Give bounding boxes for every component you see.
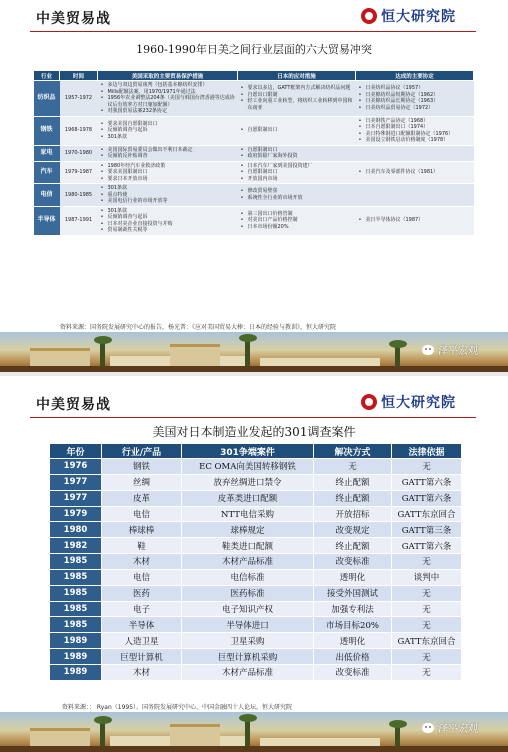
- list-item: • 1956年农业调整法204条（美国与韩国台湾香港等达成协议后有效率方对日施加配额）: [100, 95, 236, 108]
- legal-basis-cell: 无: [392, 585, 462, 601]
- table-row: [50, 506, 462, 522]
- list-item: • 自愿限制出口: [240, 147, 354, 154]
- product-cell: 棒球棒: [102, 522, 182, 538]
- footer-banner-image: [0, 712, 508, 752]
- list-item: • 301条款: [100, 208, 236, 215]
- legal-basis-cell: 无: [392, 459, 462, 475]
- bullet-list: [100, 163, 236, 183]
- list-item: • 日美汽车及零部件协议（1981）: [358, 169, 472, 176]
- us-measures-cell: [98, 161, 238, 184]
- resolution-cell: 透明化: [314, 569, 392, 585]
- list-item: • Mills配额法案，用1970/1971年通过法: [100, 89, 236, 96]
- legal-basis-cell: 谈判中: [392, 569, 462, 585]
- slide-title: 1960-1990年日美之间行业层面的六大贸易冲突: [136, 43, 372, 56]
- list-item: • 对我国贸易法案232条协定: [100, 108, 236, 115]
- resolution-cell: 改变标准: [314, 554, 392, 570]
- product-cell: 木材: [102, 664, 182, 680]
- evergrande-logo-icon: [361, 394, 377, 410]
- table-row: [34, 81, 474, 117]
- bullet-list: [100, 185, 236, 205]
- period-cell: 1970-1980: [60, 145, 98, 161]
- list-item: • 要求日本开放市场: [100, 176, 236, 183]
- legal-basis-cell: GATT第三条: [392, 522, 462, 538]
- list-item: • 美日特殊钢进口配额限制协定（1976）: [358, 131, 472, 138]
- period-cell: 1979-1987: [60, 161, 98, 184]
- case-cell: 半导体进口: [182, 617, 314, 633]
- list-item: • 反倾销调查与起诉: [100, 127, 236, 134]
- bullet-list: [240, 85, 354, 111]
- brand-logo: [361, 392, 456, 412]
- case-cell: 电子知识产权: [182, 601, 314, 617]
- resolution-cell: 改变规定: [314, 522, 392, 538]
- legal-basis-cell: 无: [392, 617, 462, 633]
- bullet-list: [358, 217, 472, 224]
- table-row: [50, 585, 462, 601]
- legal-basis-cell: 无: [392, 601, 462, 617]
- industry-cell: 电信: [34, 184, 60, 207]
- column-header: 行业: [34, 71, 60, 81]
- list-item: • 多边与双边贸易谈判（包括基本棉纺织安排）: [100, 82, 236, 89]
- us-measures-cell: [98, 116, 238, 145]
- year-cell: 1989: [50, 649, 102, 665]
- list-item: • 自愿限制出口: [240, 127, 354, 134]
- column-header: 年份: [50, 444, 102, 459]
- list-item: • 美国国际贸易委员会做出不利日本裁定: [100, 147, 236, 154]
- table-row: [34, 184, 474, 207]
- us-measures-cell: [98, 184, 238, 207]
- agr-measures-cell: [356, 145, 474, 161]
- product-cell: 半导体: [102, 617, 182, 633]
- logo-text: 恒大研究院: [381, 9, 456, 25]
- wechat-icon: [422, 723, 434, 733]
- table-header-row: [50, 444, 462, 459]
- agr-measures-cell: [356, 81, 474, 117]
- bullet-list: [358, 118, 472, 144]
- column-header: 美国采取的主要贸易保护措施: [98, 71, 238, 81]
- table-header-row: [34, 71, 474, 81]
- period-cell: 1980-1985: [60, 184, 98, 207]
- table-row: [50, 601, 462, 617]
- product-cell: 巨型计算机: [102, 649, 182, 665]
- list-item: • 要求以多边，GATT框架内方式解决纺织品问题: [240, 85, 354, 92]
- jp-measures-cell: [238, 81, 356, 117]
- slide-header: [0, 386, 508, 418]
- product-cell: 鞋: [102, 538, 182, 554]
- jp-measures-cell: [238, 206, 356, 235]
- agr-measures-cell: [356, 206, 474, 235]
- case-cell: 木材产品标准: [182, 664, 314, 680]
- list-item: • 政府鼓励厂家海外投资: [240, 153, 354, 160]
- agr-measures-cell: [356, 161, 474, 184]
- agr-measures-cell: [356, 184, 474, 207]
- jp-measures-cell: [238, 145, 356, 161]
- legal-basis-cell: GATT第六条: [392, 490, 462, 506]
- brand-logo: [361, 6, 456, 26]
- table-row: [50, 664, 462, 680]
- list-item: • 对美出口产品价格控制: [240, 217, 354, 224]
- bullet-list: [358, 85, 472, 111]
- list-item: • 301条款: [100, 185, 236, 192]
- list-item: • 美日半导体协议（1987）: [358, 217, 472, 224]
- bullet-list: [100, 208, 236, 234]
- bullet-list: [358, 169, 472, 176]
- product-cell: 木材: [102, 554, 182, 570]
- section301-table: [49, 443, 462, 681]
- case-cell: 球棒规定: [182, 522, 314, 538]
- table-row: [50, 554, 462, 570]
- slide-trade-conflicts: [0, 0, 508, 372]
- list-item: • 日美棉纺织品短期协定（1962）: [358, 92, 472, 99]
- case-cell: 巨型计算机采购: [182, 649, 314, 665]
- table-row: [50, 569, 462, 585]
- list-item: • 日美钢铁产品协定（1968）: [358, 118, 472, 125]
- resolution-cell: 终止配额: [314, 474, 392, 490]
- table-row: [34, 145, 474, 161]
- resolution-cell: 终止配额: [314, 538, 392, 554]
- table-row: [50, 649, 462, 665]
- bullet-list: [100, 121, 236, 141]
- list-item: • 修改贸易壁垒: [240, 188, 354, 195]
- list-item: • 301条款: [100, 134, 236, 141]
- watermark: 泽平宏观: [422, 342, 478, 357]
- list-item: • 美国设立钢铁启动价格制度（1978）: [358, 137, 472, 144]
- year-cell: 1980: [50, 522, 102, 538]
- product-cell: 丝绸: [102, 474, 182, 490]
- period-cell: 1968-1978: [60, 116, 98, 145]
- legal-basis-cell: GATT第六条: [392, 474, 462, 490]
- column-header: 解决方式: [314, 444, 392, 459]
- legal-basis-cell: GATT东京回合: [392, 633, 462, 649]
- section-title: 中美贸易战: [36, 397, 111, 413]
- list-item: • 自愿限制出口: [240, 169, 354, 176]
- case-cell: 放弃丝绸进口禁令: [182, 474, 314, 490]
- product-cell: 电子: [102, 601, 182, 617]
- list-item: • 1980年经汽车业救济政策: [100, 163, 236, 170]
- table-row: [50, 474, 462, 490]
- case-cell: NTT电信采购: [182, 506, 314, 522]
- period-cell: 1957-1972: [60, 81, 98, 117]
- legal-basis-cell: GATT东京回合: [392, 506, 462, 522]
- bullet-list: [240, 211, 354, 231]
- year-cell: 1977: [50, 474, 102, 490]
- us-measures-cell: [98, 81, 238, 117]
- slide-header: [0, 0, 508, 32]
- industry-cell: 家电: [34, 145, 60, 161]
- year-cell: 1977: [50, 490, 102, 506]
- list-item: • 第三国出口价格管制: [240, 211, 354, 218]
- header-divider: [30, 417, 476, 418]
- list-item: • 贸易制裁性关税等: [100, 227, 236, 234]
- industry-cell: 钢铁: [34, 116, 60, 145]
- table-row: [50, 633, 462, 649]
- resolution-cell: 无: [314, 459, 392, 475]
- year-cell: 1976: [50, 459, 102, 475]
- list-item: • 美国电信行业的市场开放等: [100, 198, 236, 205]
- year-cell: 1985: [50, 617, 102, 633]
- case-cell: 卫星采购: [182, 633, 314, 649]
- source-note: 资料来源：： Ryan（1995）、国务院发展研究中心、中国金融四十人论坛，恒大研究院: [62, 704, 293, 711]
- legal-basis-cell: 无: [392, 554, 462, 570]
- table-row: [34, 206, 474, 235]
- year-cell: 1985: [50, 569, 102, 585]
- column-header: 日本的应对措施: [238, 71, 356, 81]
- resolution-cell: 开放招标: [314, 506, 392, 522]
- period-cell: 1987-1991: [60, 206, 98, 235]
- list-item: • 重点特使: [100, 192, 236, 199]
- list-item: • 日本汽车厂家到美国投资建厂: [240, 163, 354, 170]
- list-item: • 要求美国限制出口: [100, 169, 236, 176]
- slide-title: 美国对日本制造业发起的301调查案件: [152, 425, 356, 439]
- source-note: 资料来源：国务院发展研究中心的报告，杨光普：《应对美国贸易大棒：日本的经验与教训》，恒大研究院: [60, 324, 337, 331]
- list-item: • 要求美国自愿限制出口: [100, 121, 236, 128]
- case-cell: 鞋类进口配额: [182, 538, 314, 554]
- resolution-cell: 改变标准: [314, 664, 392, 680]
- bullet-list: [240, 163, 354, 183]
- resolution-cell: 出低价格: [314, 649, 392, 665]
- resolution-cell: 接受外国测试: [314, 585, 392, 601]
- product-cell: 钢铁: [102, 459, 182, 475]
- footer-banner-image: [0, 332, 508, 372]
- table-row: [50, 538, 462, 554]
- table-row: [34, 116, 474, 145]
- industry-cell: 汽车: [34, 161, 60, 184]
- column-header: 行业/产品: [102, 444, 182, 459]
- jp-measures-cell: [238, 116, 356, 145]
- table-row: [34, 161, 474, 184]
- jp-measures-cell: [238, 161, 356, 184]
- column-header: 法律依据: [392, 444, 462, 459]
- table-row: [50, 617, 462, 633]
- year-cell: 1989: [50, 664, 102, 680]
- product-cell: 电信: [102, 506, 182, 522]
- case-cell: 木材产品标准: [182, 554, 314, 570]
- table-row: [50, 522, 462, 538]
- list-item: • 日本市场份额20%: [240, 224, 354, 231]
- bullet-list: [240, 147, 354, 160]
- year-cell: 1982: [50, 538, 102, 554]
- list-item: • 日本对美企业直接投资与并购: [100, 221, 236, 228]
- column-header: 达成的主要协定: [356, 71, 474, 81]
- header-divider: [30, 31, 476, 32]
- list-item: • 轻工业向重工业转型，将纺织工业转移到中国和东南亚: [240, 98, 354, 111]
- wechat-icon: [422, 345, 434, 355]
- product-cell: 电信: [102, 569, 182, 585]
- table-row: [50, 490, 462, 506]
- list-item: • 自愿出口限制: [240, 92, 354, 99]
- resolution-cell: 加强专利法: [314, 601, 392, 617]
- column-header: 301争端案件: [182, 444, 314, 459]
- agr-measures-cell: [356, 116, 474, 145]
- bullet-list: [100, 82, 236, 115]
- industry-cell: 半导体: [34, 206, 60, 235]
- product-cell: 皮革: [102, 490, 182, 506]
- us-measures-cell: [98, 145, 238, 161]
- case-cell: 皮革类进口配额: [182, 490, 314, 506]
- jp-measures-cell: [238, 184, 356, 207]
- resolution-cell: 透明化: [314, 633, 392, 649]
- list-item: • 系统性全行业的市场开放: [240, 195, 354, 202]
- conflicts-table: [33, 70, 474, 236]
- list-item: • 日美纺织品贸易协定（1972）: [358, 105, 472, 112]
- product-cell: 医药: [102, 585, 182, 601]
- year-cell: 1979: [50, 506, 102, 522]
- table-row: [50, 459, 462, 475]
- list-item: • 开放国内市场: [240, 176, 354, 183]
- bullet-list: [240, 188, 354, 201]
- case-cell: 电信标准: [182, 569, 314, 585]
- list-item: • 反倾销调查与起诉: [100, 214, 236, 221]
- bullet-list: [240, 127, 354, 134]
- year-cell: 1985: [50, 601, 102, 617]
- legal-basis-cell: 无: [392, 649, 462, 665]
- legal-basis-cell: 无: [392, 664, 462, 680]
- bullet-list: [100, 147, 236, 160]
- year-cell: 1985: [50, 585, 102, 601]
- us-measures-cell: [98, 206, 238, 235]
- watermark: 泽平宏观: [422, 720, 478, 735]
- list-item: • 日本自愿限制出口（1974）: [358, 124, 472, 131]
- list-item: • 日美棉纺织品长期协定（1963）: [358, 98, 472, 105]
- legal-basis-cell: GATT第六条: [392, 538, 462, 554]
- product-cell: 人造卫星: [102, 633, 182, 649]
- evergrande-logo-icon: [361, 8, 377, 24]
- resolution-cell: 终止配额: [314, 490, 392, 506]
- section-title: 中美贸易战: [36, 11, 111, 27]
- case-cell: EC OMA向美国转移钢铁: [182, 459, 314, 475]
- column-header: 时间: [60, 71, 98, 81]
- resolution-cell: 市场目标20%: [314, 617, 392, 633]
- list-item: • 反倾销反补贴调查: [100, 153, 236, 160]
- case-cell: 医药标准: [182, 585, 314, 601]
- list-item: • 日美纺织品协议（1957）: [358, 85, 472, 92]
- year-cell: 1985: [50, 554, 102, 570]
- year-cell: 1989: [50, 633, 102, 649]
- industry-cell: 纺织品: [34, 81, 60, 117]
- logo-text: 恒大研究院: [381, 395, 456, 411]
